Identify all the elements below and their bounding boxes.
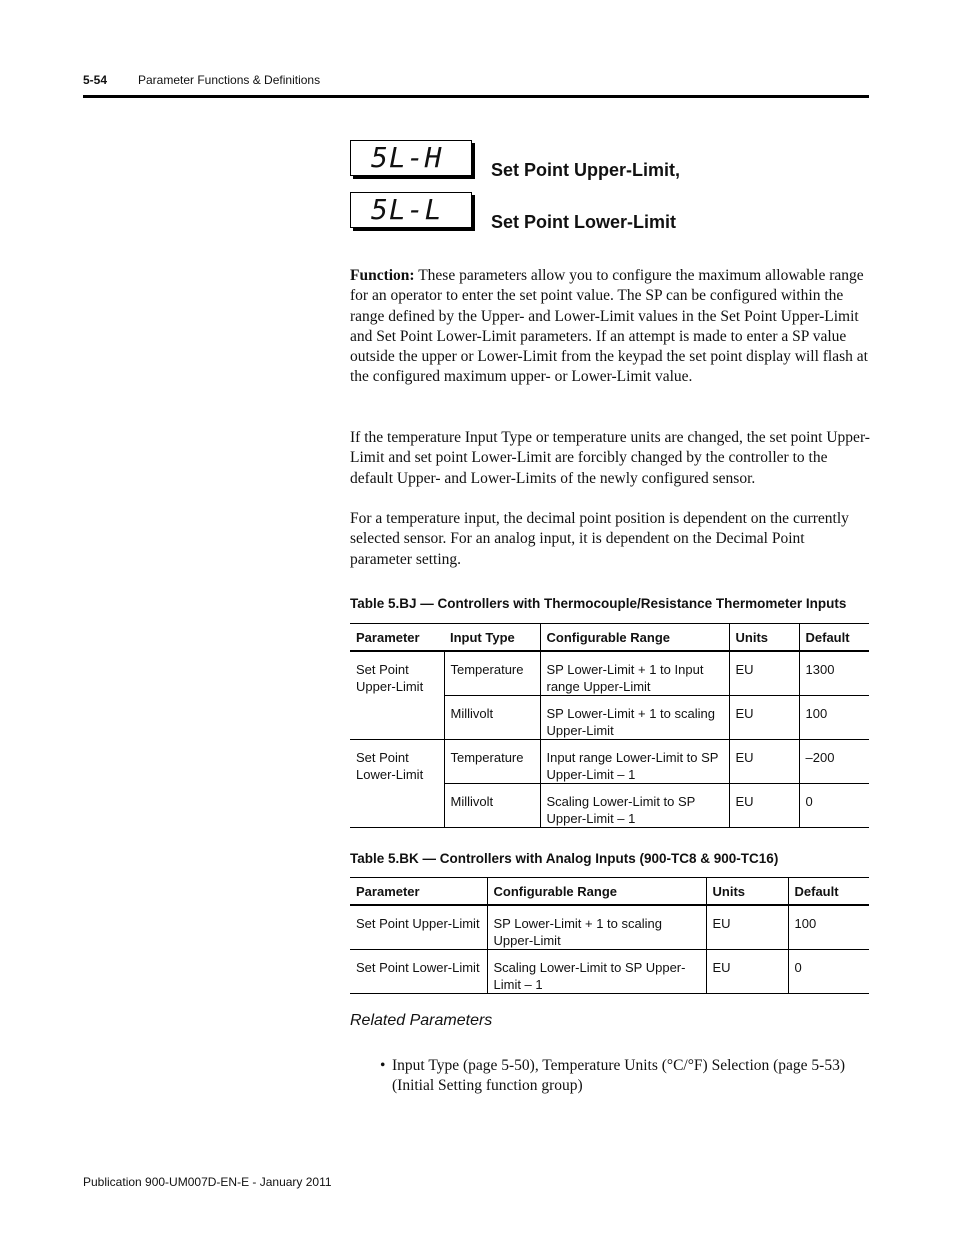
table-cell: 0 <box>788 950 869 994</box>
lcd-lower-text: 5L-L <box>371 193 443 226</box>
table-cell: SP Lower-Limit + 1 to scaling Upper-Limit <box>540 696 729 740</box>
column-header: Parameter <box>350 624 444 652</box>
table-cell-parameter: Set Point Lower-Limit <box>350 950 487 994</box>
table-row <box>350 950 869 994</box>
lcd-display-lower <box>350 192 472 228</box>
column-header: Units <box>729 624 799 652</box>
column-header: Input Type <box>444 624 540 652</box>
table-bj-caption: Table 5.BJ — Controllers with Thermocouple/Resistance Thermometer Inputs <box>350 596 847 611</box>
page-header <box>83 73 321 87</box>
bullet-icon: • <box>380 1057 386 1074</box>
header-rule <box>83 95 869 98</box>
table-cell: Millivolt <box>444 696 540 740</box>
table-bk-caption: Table 5.BK — Controllers with Analog Inputs (900-TC8 & 900-TC16) <box>350 851 779 866</box>
function-paragraph <box>350 266 870 388</box>
page-number: 5-54 <box>83 73 108 87</box>
column-header: Configurable Range <box>540 624 729 652</box>
function-label: Function: <box>350 267 415 284</box>
table-cell: EU <box>729 651 799 696</box>
lcd-display-upper <box>350 140 472 176</box>
table-cell: Temperature <box>444 740 540 784</box>
table-cell: 0 <box>799 784 869 828</box>
table-bk <box>350 877 869 994</box>
related-parameters-heading: Related Parameters <box>350 1012 493 1029</box>
table-cell: SP Lower-Limit + 1 to scaling Upper-Limit <box>487 905 706 950</box>
table-bj <box>350 623 869 828</box>
paragraph-decimal-point: For a temperature input, the decimal point position is dependent on the currently selected sensor. For an analog input, it is dependent on the Decimal Point parameter setting. <box>350 510 849 568</box>
column-header: Default <box>799 624 869 652</box>
table-bk-header-row <box>350 878 869 906</box>
parameter-title-lower: Set Point Lower-Limit <box>491 212 677 232</box>
table-cell: Temperature <box>444 651 540 696</box>
section-title: Parameter Functions & Definitions <box>138 73 321 87</box>
table-cell: Millivolt <box>444 784 540 828</box>
table-cell: EU <box>729 740 799 784</box>
table-row <box>350 651 869 696</box>
table-cell-parameter: Set Point Lower-Limit <box>350 740 444 828</box>
column-header: Default <box>788 878 869 906</box>
table-cell: EU <box>729 784 799 828</box>
related-parameter-text: Input Type (page 5-50), Temperature Units (°C/°F) Selection (page 5-53) (Initial Setting function group) <box>392 1057 846 1095</box>
table-cell-parameter: Set Point Upper-Limit <box>350 905 487 950</box>
table-cell: Scaling Lower-Limit to SP Upper-Limit – 1 <box>540 784 729 828</box>
table-row <box>350 740 869 784</box>
table-cell: –200 <box>799 740 869 784</box>
table-row <box>350 905 869 950</box>
table-cell: EU <box>729 696 799 740</box>
column-header: Parameter <box>350 878 487 906</box>
paragraph-input-change: If the temperature Input Type or temperature units are changed, the set point Upper-Limit and set point Lower-Limit are forcibly changed by the controller to the default Upper- and Lower-Limits of the newly configured sensor. <box>350 429 870 487</box>
table-cell: SP Lower-Limit + 1 to Input range Upper-Limit <box>540 651 729 696</box>
column-header: Configurable Range <box>487 878 706 906</box>
list-item <box>380 1056 860 1097</box>
table-cell-parameter: Set Point Upper-Limit <box>350 651 444 740</box>
page-footer: Publication 900-UM007D-EN-E - January 2011 <box>83 1175 332 1189</box>
column-header: Units <box>706 878 788 906</box>
lcd-upper-text: 5L-H <box>371 141 443 174</box>
table-cell: EU <box>706 905 788 950</box>
table-bj-header-row <box>350 624 869 652</box>
table-cell: 100 <box>799 696 869 740</box>
function-text: These parameters allow you to configure the maximum allowable range for an operator to enter the set point value. The SP can be configured within the range defined by the Upper- and Lower-Limit values in the Set Point Upper-Limit and Set Point Lower-Limit parameters. If an attempt is made to enter a SP value outside the upper or Lower-Limit from the keypad the set point display will flash at the configured maximum upper- or Lower-Limit value. <box>350 267 868 386</box>
table-cell: Input range Lower-Limit to SP Upper-Limit – 1 <box>540 740 729 784</box>
parameter-title-upper: Set Point Upper-Limit, <box>491 160 680 180</box>
table-cell: 100 <box>788 905 869 950</box>
table-cell: Scaling Lower-Limit to SP Upper-Limit – 1 <box>487 950 706 994</box>
table-cell: 1300 <box>799 651 869 696</box>
table-cell: EU <box>706 950 788 994</box>
